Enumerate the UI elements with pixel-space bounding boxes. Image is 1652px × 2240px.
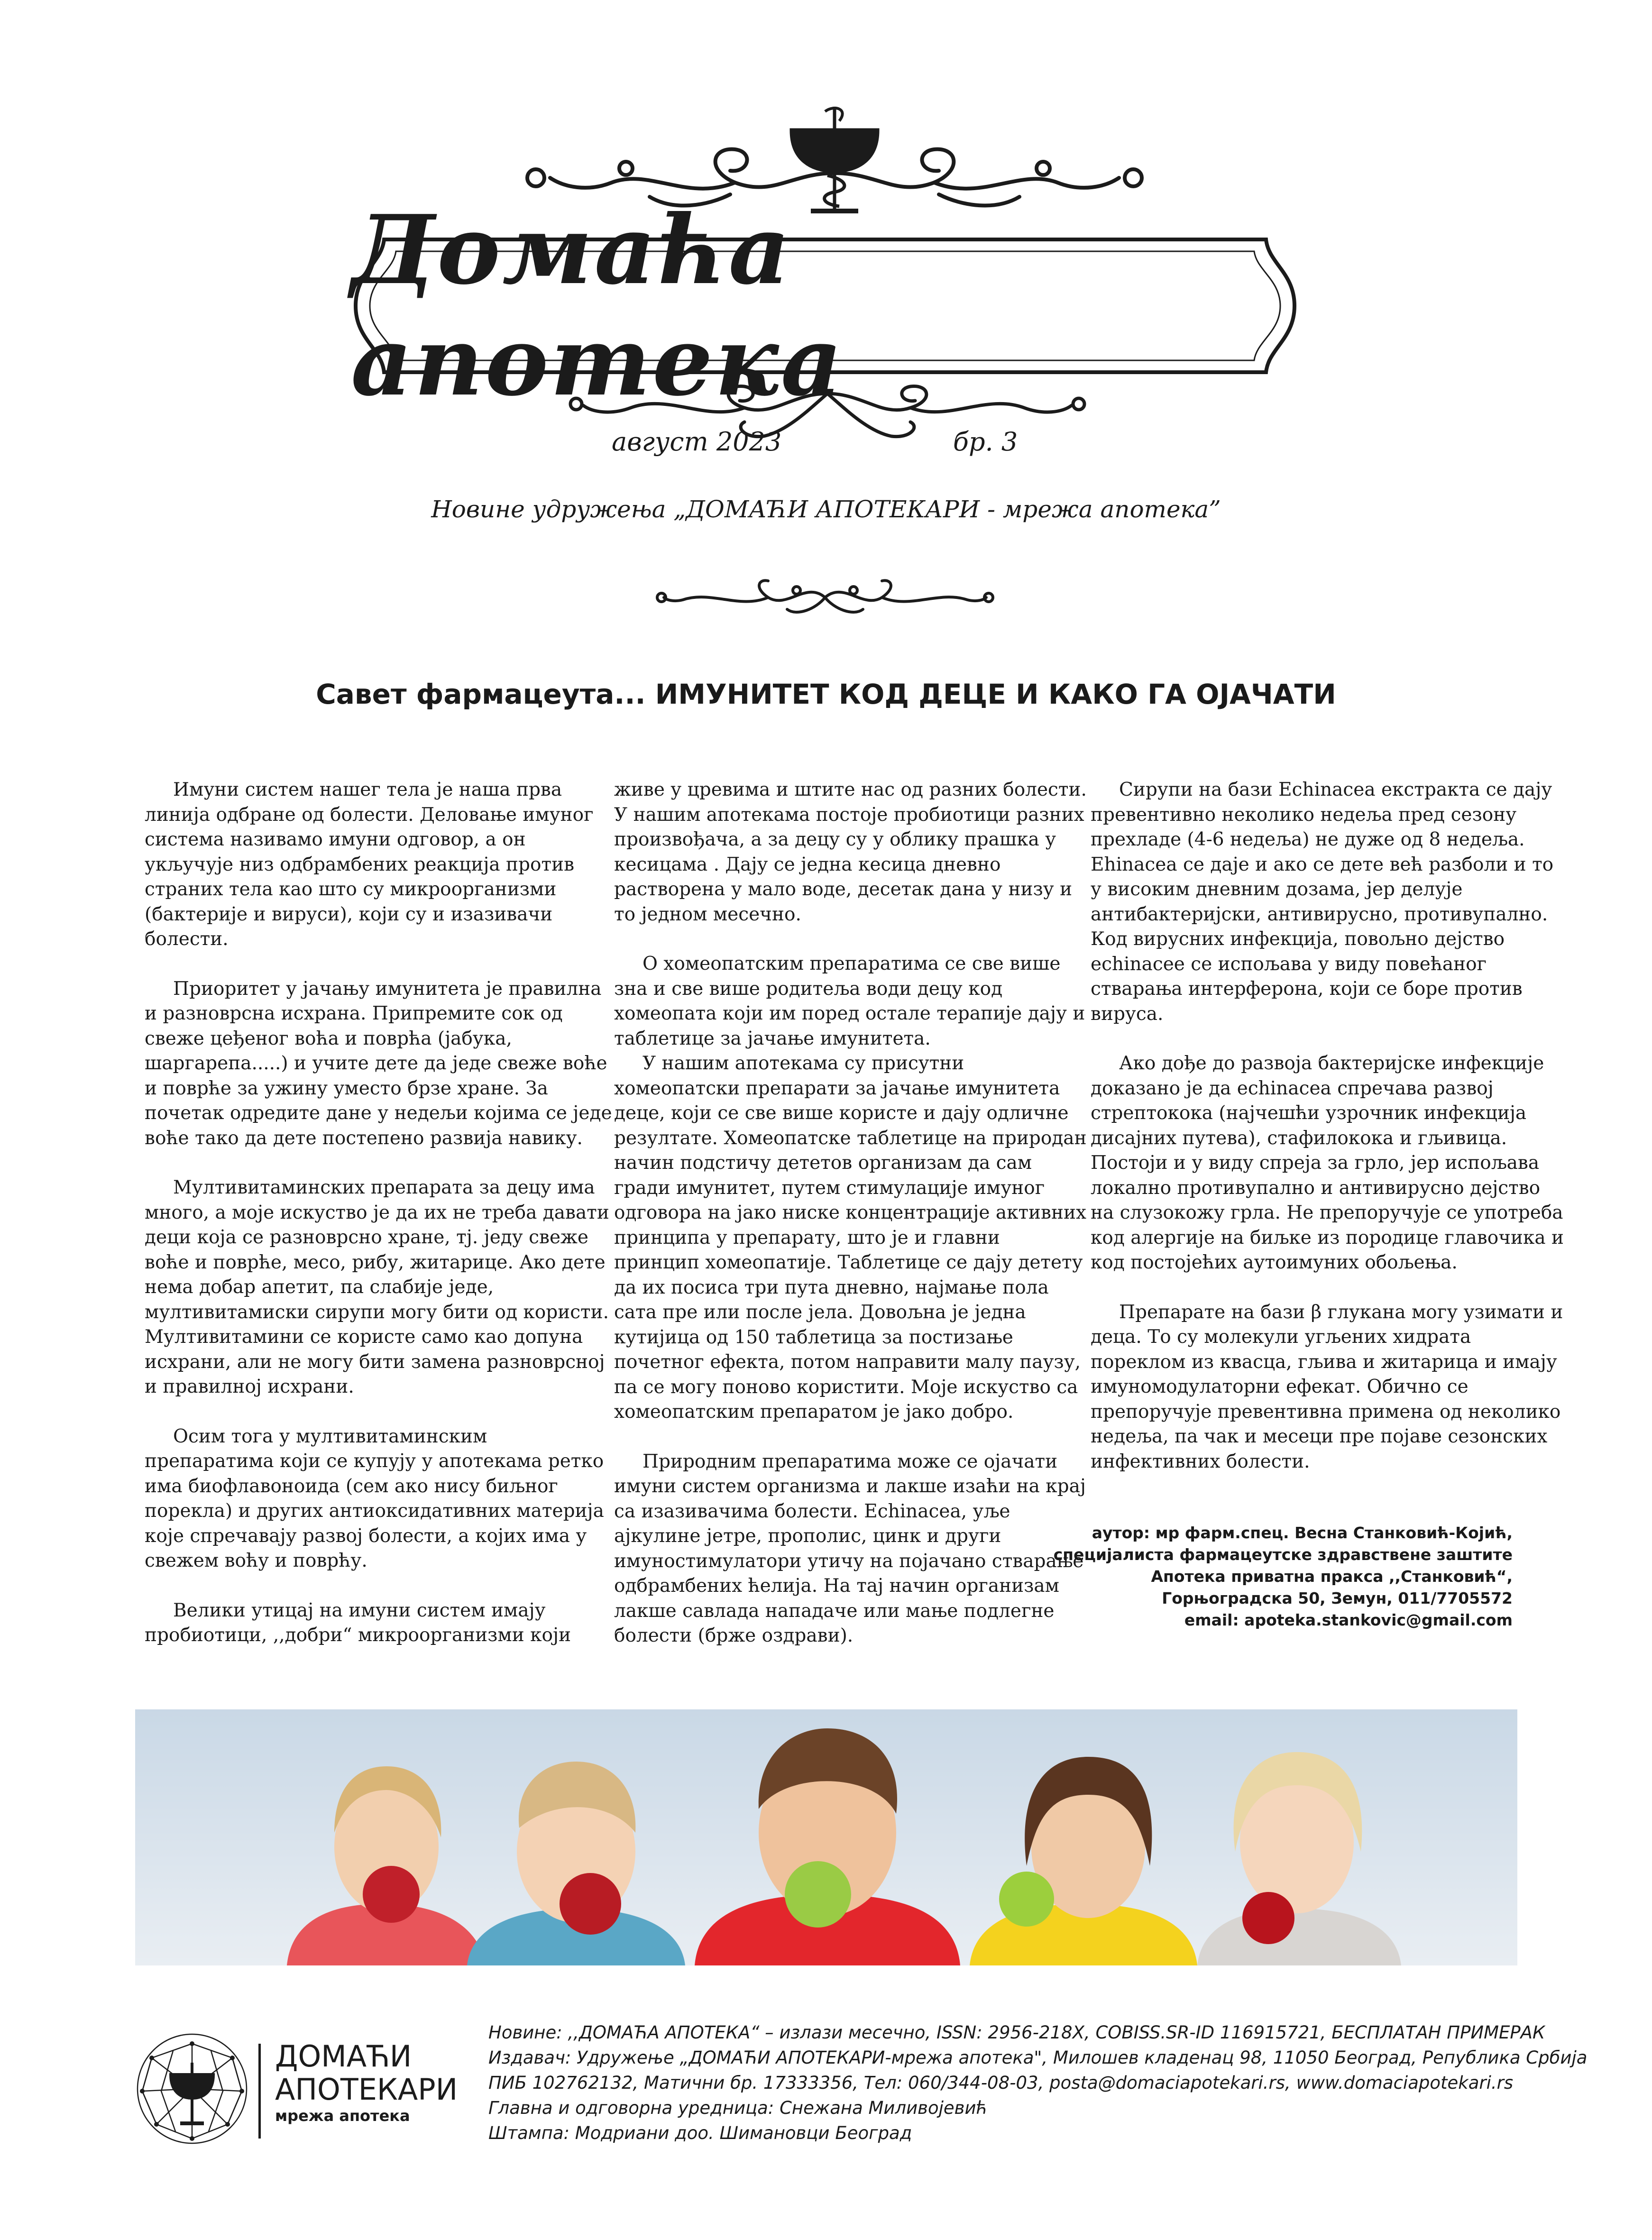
article-column-1: [145, 778, 619, 1648]
paragraph: Мултивитаминских препарата за децу има много, а моје искуство је да их не треба давати деци која се разноврсно хране, тј. једу свеже воће и поврће, месо, рибу, житарице. Ако дете нема добар апетит, па слабије једе, мултивитамиски сирупи могу бити од користи. Мултивитамини се користе само као допуна исхрани, али не могу бити замена разноврсној и правилној исхрани.: [145, 1177, 609, 1397]
imprint-line: ПИБ 102762132, Матични бр. 17333356, Тел: 060/344-08-03, posta@domaciapotekari.rs, www.domaciapotekari.rs: [488, 2073, 1514, 2093]
author-name: аутор: мр фарм.спец. Весна Станковић-Којић,: [1092, 1524, 1513, 1542]
paragraph: Сирупи на бази Echinacea екстракта се дају превентивно неколико недеља пред сезону прехладе (4-6 недеља) не дуже од 8 недеља. Ehinacea се даје и ако се дете већ разболи и то у високим дневним дозама, јер делује антибактеријски, антивирусно, противупално. Код вирусних инфекција, повољно дејство echinacee се испољава у виду повећаног стварања интерферона, који се боре против вируса.: [1091, 779, 1554, 1025]
paragraph: О хомеопатским препаратима се све више зна и све више родитеља води децу код хомеопата који им поред остале терапије дају и таблетице за јачање имунитета.: [614, 953, 1085, 1049]
imprint-line: Главна и одговорна уредница: Снежана Миливојевић: [488, 2098, 988, 2118]
network-globe-icon: [133, 2029, 251, 2148]
footer-imprint: [488, 2020, 1588, 2146]
author-block: [1019, 1522, 1513, 1631]
author-title: специјалиста фармацеутске здравствене заштите: [1053, 1545, 1513, 1564]
footer-logo: [133, 2029, 465, 2148]
author-email: email: apoteka.stankovic@gmail.com: [1184, 1611, 1513, 1629]
masthead-subtitle: Новине удружења „ДОМАЋИ АПОТЕКАРИ - мрежа апотека”: [431, 496, 1221, 523]
imprint-line: Новине: ,,ДОМАЋА АПОТЕКА“ – излази месечно, ISSN: 2956-218X, COBISS.SR-ID 116915721, БЕСПЛАТАН ПРИМЕРАК: [488, 2022, 1545, 2043]
logo-text: [275, 2040, 458, 2125]
paragraph: Имуни систем нашег тела је наша прва линија одбране од болести. Деловање имуног система називамо имуни одговор, а он укључује низ одбрамбених реакција против страних тела као што су микроорганизми (бактерије и вируси), који су и изазивачи болести.: [145, 779, 594, 950]
imprint-line: Издавач: Удружење „ДОМАЋИ АПОТЕКАРИ-мрежа апотека", Милошев кладенац 98, 11050 Београд, Република Србија: [488, 2047, 1588, 2068]
logo-line-2: АПОТЕКАРИ: [275, 2072, 458, 2107]
paragraph: Приоритет у јачању имунитета је правилна и разноврсна исхрана. Припремите сок од свеже цеђеног воћа и поврћа (јабука, шаргарепа.....) и учите дете да једе свеже воће и поврће за ужину уместо брзе хране. За почетак одредите дане у недељи којима се једе воће тако да дете постепено развија навику.: [145, 978, 612, 1149]
paragraph: Природним препаратима може се ојачати имуни систем организма и лакше изаћи на крај са изазивачима болести. Echinacea, уље ајкулине јетре, прополис, цинк и други имуностимулатори утичу на појачано стварање одбрамбених ћелија. На тај начин организам лакше савлада нападаче или мање подлегне болести (брже оздрави).: [614, 1450, 1086, 1646]
author-pharmacy: Апотека приватна пракса ,,Станковић“,: [1151, 1567, 1513, 1586]
logo-line-3: мрежа апотека: [275, 2107, 410, 2125]
paragraph: Осим тога у мултивитаминским препаратима који се купују у апотекама ретко има биофлавоноида (сем ако нису биљног порекла) и других антиоксидативних материја које спречавају развој болести, а којих има у свежем воћу и поврћу.: [145, 1425, 604, 1571]
issue-number: бр. 3: [953, 427, 1018, 457]
imprint-line: Штампа: Модриани доо. Шимановци Београд: [488, 2123, 912, 2143]
issue-date: август 2023: [612, 427, 782, 457]
paragraph: Ако дође до развоја бактеријске инфекције доказано је да echinacea спречава развој стрептокока (најчешћи узрочник инфекција дисајних путева), стафилокока и гљивица. Постоји и у виду спреја за грло, јер испољава локално противупално и антивирусно дејство на слузокожу грла. Не препоручује се употреба код алергије на биљке из породице главочика и код постојећих аутоимуних обољења.: [1091, 1053, 1564, 1273]
article-headline: Савет фармацеута... ИМУНИТЕТ КОД ДЕЦЕ И КАКО ГА ОЈАЧАТИ: [316, 678, 1336, 710]
article-column-2: [614, 778, 1088, 1649]
paragraph: Препарате на бази β глукана могу узимати и деца. То су молекули угљених хидрата пореклом из квасца, гљива и житарица и имају имуномодулаторни ефекат. Обично се препоручује превентивна примена од неколико недеља, па чак и месеци пре појаве сезонских инфективних болести.: [1091, 1301, 1563, 1472]
small-ornament: [654, 576, 996, 619]
children-apples-photo: [135, 1709, 1517, 1965]
logo-line-1: ДОМАЋИ: [275, 2039, 412, 2074]
logo-divider: [258, 2044, 261, 2139]
paragraph: Велики утицај на имуни систем имају пробиотици, ,,добри“ микроорганизми који: [145, 1599, 571, 1646]
masthead-title: Домаћа апотека: [351, 194, 844, 417]
author-address: Горњоградска 50, Земун, 011/7705572: [1162, 1589, 1513, 1607]
paragraph: живе у цревима и штите нас од разних болести. У нашим апотекама постоје пробиотици разних произвођача, а за децу су у облику прашка у кесицама . Дају се једна кесица дневно растворена у мало воде, десетак дана у низу и то једном месечно.: [614, 779, 1087, 925]
paragraph: У нашим апотекама су присутни хомеопатски препарати за јачање имунитета деце, који се све више користе и дају одличне резултате. Хомеопатске таблетице на природан начин подстичу дететов организам да сам гради имунитет, путем стимулације имуног одговора на јако ниске концентрације активних принципа у препарату, што је и главни принцип хомеопатије. Таблетице се дају детету да их посиса три пута дневно, најмање пола сата пре или после јела. Довољна је једна кутијица од 150 таблетица за постизање почетног ефекта, потом направити малу паузу, па се могу поново користити. Моје искуство са хомеопатским препаратом је јако добро.: [614, 1053, 1087, 1423]
article-column-3: [1091, 778, 1565, 1474]
